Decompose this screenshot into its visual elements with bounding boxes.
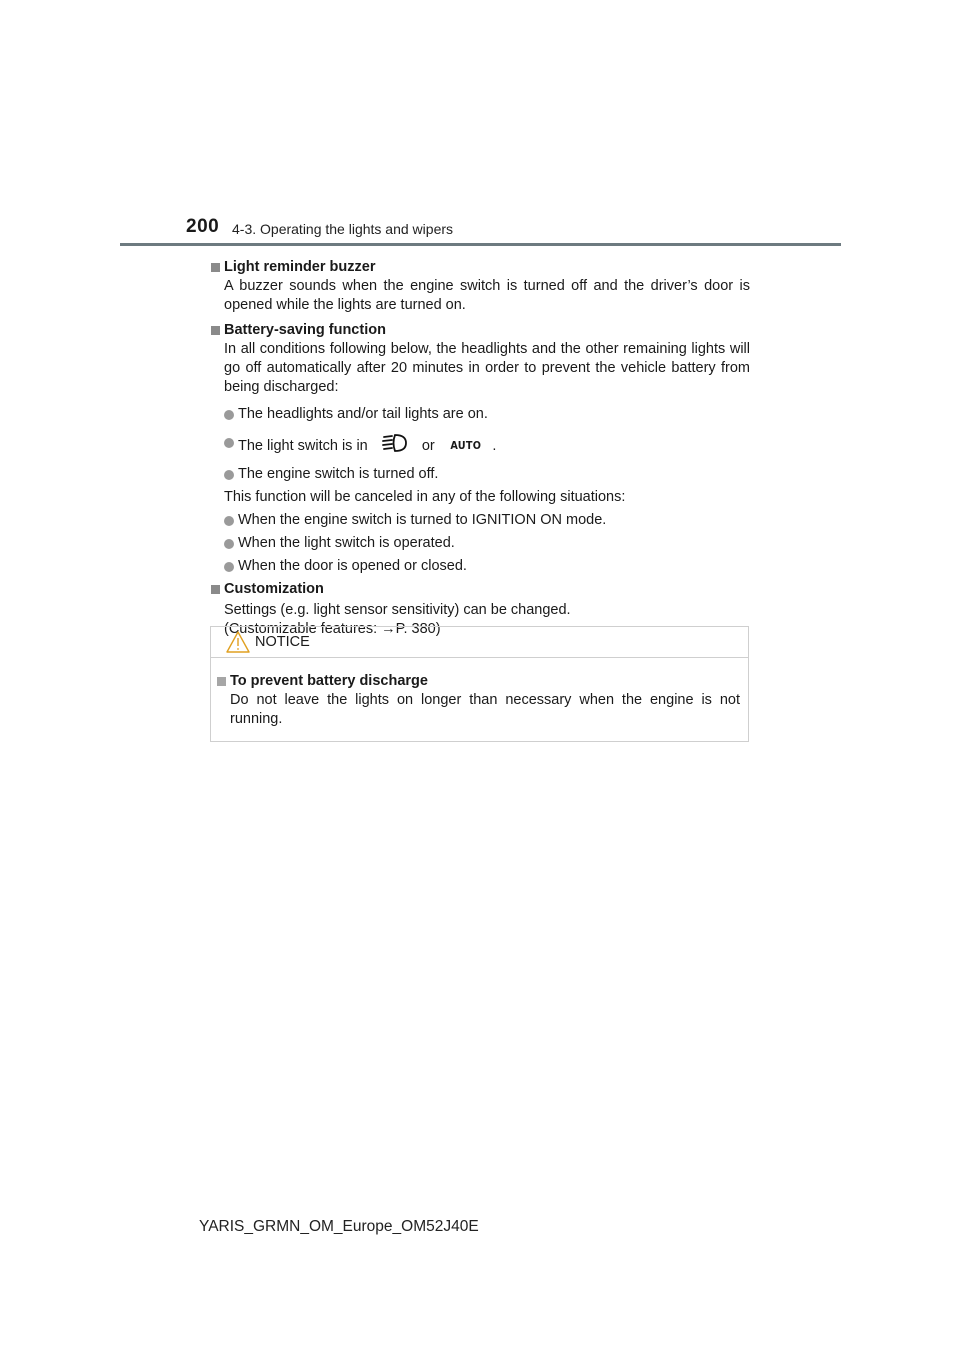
main-content <box>210 255 750 639</box>
notice-body <box>211 669 750 729</box>
battery-saving-text: In all conditions following below, the headlights and the other remaining lights will go off automatically after 20 minutes in order to prevent the vehicle battery from being discharged: <box>224 341 750 395</box>
section-title: 4-3. Operating the lights and wipers <box>232 221 454 237</box>
notice-label: NOTICE <box>255 634 310 650</box>
list-item: When the light switch is operated. <box>210 534 750 553</box>
square-bullet-icon <box>211 585 220 594</box>
round-bullet-icon <box>224 516 234 526</box>
square-bullet-icon <box>217 677 226 686</box>
light-reminder-text: A buzzer sounds when the engine switch is turned off and the driver’s door is opened while the lights are turned on. <box>224 278 750 313</box>
round-bullet-icon <box>224 562 234 572</box>
square-bullet-icon <box>211 263 220 272</box>
round-bullet-icon <box>224 539 234 549</box>
round-bullet-icon <box>224 410 234 420</box>
square-bullet-icon <box>211 326 220 335</box>
heading-battery-saving: Battery-saving function <box>210 321 750 340</box>
customization-line2: (Customizable features: →P. 380) <box>224 621 441 637</box>
header-rule <box>120 243 841 246</box>
notice-heading: To prevent battery discharge <box>216 672 750 691</box>
round-bullet-icon <box>224 470 234 480</box>
document-id: YARIS_GRMN_OM_Europe_OM52J40E <box>199 1218 479 1235</box>
auto-mode-label: AUTO <box>450 439 482 452</box>
list-item: When the engine switch is turned to IGNITION ON mode. <box>210 511 750 530</box>
list-item: The light switch is in or AUTO . <box>210 433 750 459</box>
round-bullet-icon <box>224 438 234 448</box>
customization-line1: Settings (e.g. light sensor sensitivity) can be changed. <box>224 602 571 618</box>
list-item: When the door is opened or closed. <box>210 557 750 576</box>
notice-box <box>210 626 749 742</box>
heading-light-reminder: Light reminder buzzer <box>210 258 750 277</box>
list-item: The engine switch is turned off. <box>210 465 750 484</box>
page-number: 200 <box>186 216 220 237</box>
heading-customization: Customization <box>210 580 750 599</box>
list-item: The headlights and/or tail lights are on. <box>210 405 750 424</box>
warning-triangle-icon <box>225 630 251 659</box>
headlight-icon <box>380 433 410 459</box>
cancel-text: This function will be canceled in any of the following situations: <box>224 489 626 505</box>
notice-header <box>211 627 748 658</box>
notice-text: Do not leave the lights on longer than necessary when the engine is not running. <box>230 692 740 727</box>
